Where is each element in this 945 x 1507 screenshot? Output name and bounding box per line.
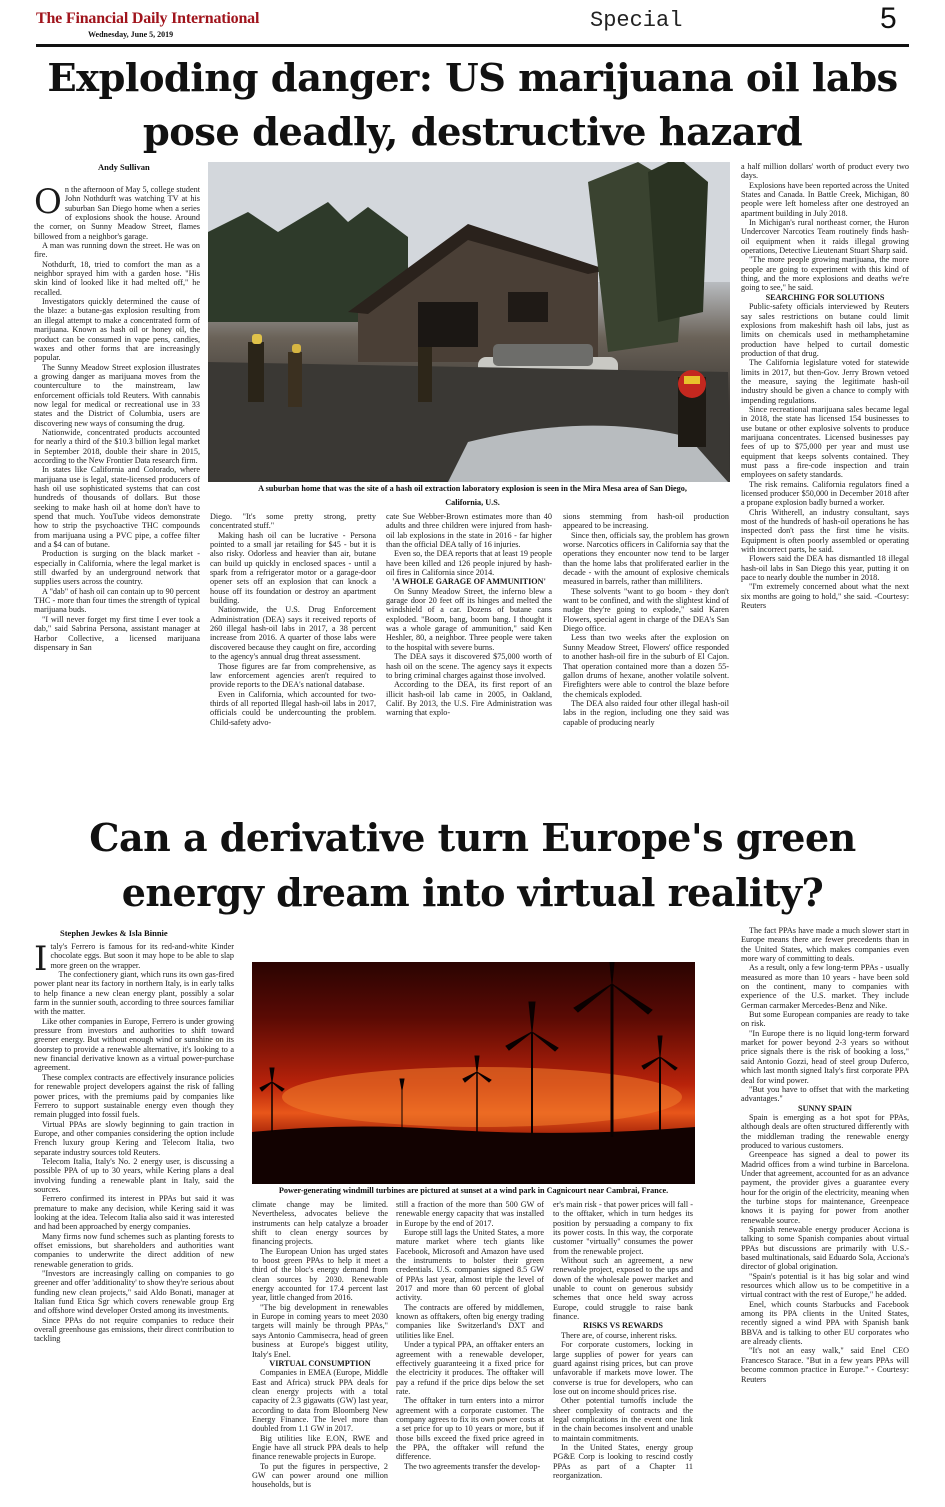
article1-column-4 (563, 512, 729, 810)
paragraph: "Spain's potential is it has big solar and wind resources which allow us to be competitive in a virtual contract with the rest of Europe," he added. (741, 1271, 909, 1300)
paragraph: "The more people growing marijuana, the more people are going to experiment with this kind of thing, and the more explosions and deaths we're going to see," he said. (741, 255, 909, 293)
paragraph: taly's Ferrero is famous for its red-and-white Kinder chocolate eggs. But soon it may hope to be able to slap more green on the wrapper. (50, 942, 234, 970)
paragraph: "The big development in renewables in Europe in coming years to meet 2030 targets will mainly be through PPAs," says Antonio Cammisecra, head of green business at Europe's biggest utility, Italy's Enel. (252, 1302, 388, 1359)
paragraph: Without such an agreement, a new renewable project, exposed to the ups and down of the wholesale power market and unable to count on generous subsidy schemes that once held sway across Europe, could struggle to raise bank finance. (553, 1256, 693, 1322)
paragraph: To put the figures in perspective, 2 GW can power around one million households, but is (252, 1461, 388, 1490)
article2-column-2 (252, 1200, 388, 1502)
paragraph: "Investors are increasingly calling on companies to go greener and offer 'additionality' to show they're serious about funding new clean projects," said Aldo Bonati, manager at Italian fund Etica Sgr which covers renewable group Erg and offshore wind developer Orsted among its investments. (34, 1269, 234, 1316)
paragraph: Ferrero confirmed its interest in PPAs but said it was premature to make any decision, while Kering said it was looking at the idea. Telecom Italia also said it was interested and had been approached by energy companies. (34, 1194, 234, 1232)
paragraph: n the afternoon of May 5, college student John Nothdurft was watching TV at his suburban San Diego home when a series of explosions shook the house. Around the corner, on Sunny Meadow Street, flames billowed from a neighbor's garage. (34, 185, 200, 241)
paragraph: Making hash oil can be lucrative - Persona pointed to a small jar retailing for $45 - but it is also risky. Odorless and heavier than air, butane can build up quickly in enclosed spaces - until a spark from a refrigerator motor or a garage-door opener sets off an explosion that can knock a house off its foundation or destroy an apartment building. (210, 530, 376, 606)
section-name: Special (590, 8, 683, 33)
subheading: 'A WHOLE GARAGE OF AMMUNITION' (392, 577, 546, 587)
paragraph: cate Sue Webber-Brown estimates more than 40 adults and three children were injured from hash-oil lab explosions in the state in 2016 - far higher than the official DEA tally of 16 injuries. (386, 512, 552, 550)
paragraph: The contracts are offered by middlemen, known as offtakers, often big energy trading companies like Switzerland's DXT and utilities like Enel. (396, 1302, 544, 1340)
paragraph: Companies in EMEA (Europe, Middle East and Africa) struck PPA deals for clean energy projects with a total capacity of 2.3 gigawatts (GW) last year, according to data from Bloomberg New Energy Finance. The level more than doubled from 1.1 GW in 2017. (252, 1368, 388, 1434)
paragraph: Virtual PPAs are slowly beginning to gain traction in Europe, and other companies considering the option include French luxury group Kering and Telecom Italia, two separate industry sources told Reuters. (34, 1119, 234, 1157)
paragraph: "In Europe there is no liquid long-term forward market for power beyond 2-3 years so without price signals there is the risk of booking a loss," said Antonio Gozzi, head of steel group Duferco, which last month signed Italy's first corporate PPA deal for wind power. (741, 1028, 909, 1085)
article2-column-4 (553, 1200, 693, 1502)
paragraph: Europe still lags the United States, a more mature market where tech giants like Facebook, Microsoft and Amazon have used the instruments to bolster their green credentials. U.S. companies signed 8.5 GW of PPAs last year, almost triple the level of 2017 and more than 60 percent of global activity. (396, 1228, 544, 1303)
paragraph: "I'm extremely concerned about what the next six months are going to hold," she said. -Courtesy: Reuters (741, 582, 909, 611)
article2-headline: Can a derivative turn Europe's green energy dream into virtual reality? (89, 815, 856, 915)
subheading: RISKS VS REWARDS (583, 1321, 663, 1331)
article2-column-3 (396, 1200, 544, 1502)
subheading: SUNNY SPAIN (798, 1103, 852, 1113)
paragraph: According to the DEA, its first report of an illicit hash-oil lab came in 2005, in Oakland, Calif. By 2013, the U.S. Fire Administration was warning that explo- (386, 680, 552, 718)
paragraph: Spanish renewable energy producer Acciona is talking to some Spanish companies about virtual PPAs but discussions are primarily with U.S.-based multinationals, said Eduardo Sola, Acciona's director of global origination. (741, 1225, 909, 1272)
paragraph: "It's not an easy walk," said Enel CEO Francesco Starace. "But in a few years PPAs will become common practice in Europe." - Courtesy: Reuters (741, 1346, 909, 1384)
article1-headline: Exploding danger: US marijuana oil labs pose deadly, destructive hazard (47, 56, 898, 155)
paragraph: er's main risk - that power prices will fall - to the offtaker, which in turn hedges its position by persuading a company to fix its power costs. In this way, the corporate customer "virtually" consumes the power from the renewable project. (553, 1200, 693, 1256)
paragraph: The offtaker in turn enters into a mirror agreement with a corporate customer. The company agrees to fix its own power costs at a set price for up to 10 years or more, but if those bills exceed the fixed price agreed in the PPA, the offtaker will refund the difference. (396, 1396, 544, 1462)
paragraph: Telecom Italia, Italy's No. 2 energy user, is discussing a possible PPA of up to 30 years, while Kering plans a deal involving funding a renewable plant in Italy, said the sources. (34, 1156, 234, 1194)
article2-column-5 (741, 926, 909, 1502)
drop-cap: O (34, 185, 62, 222)
article2-photo-wind-turbines (252, 962, 695, 1184)
article1-column-3 (386, 512, 552, 810)
paragraph: There are, of course, inherent risks. (561, 1330, 677, 1340)
paragraph: Nothdurft, 18, tried to comfort the man as a neighbor sprayed him with a garden hose. "His skin kind of looked like it had melted off," he recalled. (34, 259, 200, 297)
article1-photo-caption: A suburban home that was the site of a hash oil extraction laboratory explosion is seen in the Mira Mesa area of San Diego, California, U.S. (258, 484, 687, 507)
paragraph: still a fraction of the more than 500 GW of renewable energy capacity that was installed in Europe by the end of 2017. (396, 1200, 544, 1228)
article2-column-1 (34, 942, 234, 1502)
paragraph: The fact PPAs have made a much slower start in Europe means there are fewer precedents than in the United States, which makes companies even more wary of committing to deals. (741, 926, 909, 964)
paragraph: Diego. "It's some pretty strong, pretty concentrated stuff." (210, 512, 376, 531)
paragraph: But some European companies are ready to take on risk. (741, 1010, 909, 1029)
paragraph: a half million dollars' worth of product every two days. (741, 162, 909, 181)
paragraph: "I will never forget my first time I ever took a dab," said Sabrina Persona, assistant manager at Harbor Collective, a licensed marijuana dispensary in San (34, 614, 200, 652)
paragraph: Less than two weeks after the explosion on Sunny Meadow Street, Flowers' office responded to another hash-oil fire in the suburb of El Cajon. That operation contained more than a dozen 55-gallon drums of hexane, another volatile solvent. Firefighters were able to control the blaze before the chemicals exploded. (563, 633, 729, 699)
paragraph: The DEA says it discovered $75,000 worth of hash oil on the scene. The agency says it expects to bring criminal charges against those involved. (386, 652, 552, 680)
paragraph: Since then, officials say, the problem has grown worse. Narcotics officers in California say that the operations they encounter now tend to be larger than the home labs that proliferated earlier in the decade - with the amount of explosive chemicals measured in barrels, rather than milliliters. (563, 530, 729, 587)
paragraph: In the United States, energy group PG&E Corp is looking to rescind costly PPAs as part of a Chapter 11 reorganization. (553, 1442, 693, 1480)
paragraph: The California legislature voted for statewide limits in 2017, but then-Gov. Jerry Brown vetoed the measure, saying the legitimate hash-oil industry should be given a chance to comply with impending regulations. (741, 358, 909, 405)
paragraph: Spain is emerging as a hot spot for PPAs, although deals are often structured differently with the middleman trading the renewable energy produced to various customers. (741, 1112, 909, 1150)
paragraph: Like other companies in Europe, Ferrero is under growing pressure from investors and authorities to shift toward greener energy. But without enough wind or sunshine on its doorstep to provide a renewable alternative, it's looking to a new financial derivative known as a virtual power-purchase agreement. (34, 1016, 234, 1073)
article1-column-5 (741, 162, 909, 810)
paragraph: Under a typical PPA, an offtaker enters an agreement with a renewable developer, effectively guaranteeing it a fixed price for the electricity it produces. The offtaker will pay a refund if the price dips below the set rate. (396, 1340, 544, 1396)
paragraph: These complex contracts are effectively insurance policies for renewable project developers against the risk of falling power prices, with the premiums paid by companies like Ferrero to support sustainable energy even though they remain plugged into fossil fuels. (34, 1072, 234, 1120)
article1-column-1 (34, 185, 200, 810)
paragraph: The two agreements transfer the develop- (404, 1461, 541, 1471)
paragraph: Other potential turnoffs include the sheer complexity of contracts and the legal complications in the event one link in the chain becomes insolvent and unable to maintain commitments. (553, 1396, 693, 1443)
paragraph: Even so, the DEA reports that at least 19 people have been killed and 126 people injured by hash-oil fires in California since 2014. (386, 549, 552, 578)
house-fire-illustration (208, 162, 730, 482)
newspaper-name: The Financial Daily International (36, 10, 260, 27)
paragraph: Big utilities like E.ON, RWE and Engie have all struck PPA deals to help finance renewable projects in Europe. (252, 1433, 388, 1462)
paragraph: These solvents "want to go boom - they don't want to be confined, and with the slightest kind of nudge they're going to explode," said Karen Flowers, special agent in charge of the DEA's San Diego office. (563, 586, 729, 634)
article2-photo-caption: Power-generating windmill turbines are pictured at sunset at a wind park in Cagnicourt near Cambrai, France. (278, 1186, 669, 1195)
paragraph: The Sunny Meadow Street explosion illustrates a growing danger as marijuana moves from the counterculture to the mainstream, law enforcement officials told Reuters. With cannabis now legal for medical or recreational use in 33 states and the District of Columbia, users are discovering new ways of consuming the drug. (34, 362, 200, 428)
article1-byline: Andy Sullivan (98, 162, 150, 172)
paragraph: Production is surging on the black market - especially in California, where the legal market is still dwarfed by an underground network that supplies users across the country. (34, 549, 200, 587)
paragraph: Chris Witherell, an industry consultant, says most of the hundreds of hash-oil operations he has inspected don't pass the first time he visits. Equipment is often poorly assembled or operating with incorrect parts, he said. (741, 507, 909, 555)
article2-byline: Stephen Jewkes & Isla Binnie (60, 928, 168, 938)
paragraph: As a result, only a few long-term PPAs - usually measured as more than 10 years - have been sold on the continent, many to companies with experience of the U.S. market. They include German carmaker Mercedes-Benz and Nike. (741, 963, 909, 1010)
paragraph: The DEA also raided four other illegal hash-oil labs in the region, including one they said was capable of producing nearly (563, 698, 729, 727)
masthead-rule (36, 44, 909, 47)
paragraph: sions stemming from hash-oil production appeared to be increasing. (563, 512, 729, 531)
paragraph: Since PPAs do not require companies to reduce their overall greenhouse gas emissions, their direct contribution to tackling (34, 1315, 234, 1344)
paragraph: The risk remains. California regulators fined a licensed producer $50,000 in December 2018 after a propane explosion badly burned a worker. (741, 479, 909, 508)
paragraph: A man was running down the street. He was on fire. (34, 241, 200, 260)
paragraph: In Michigan's rural northeast corner, the Huron Undercover Narcotics Team routinely finds hash-oil equipment when it raids illegal growing operations, Detective Lieutenant Stuart Sharp said. (741, 218, 909, 256)
paragraph: On Sunny Meadow Street, the inferno blew a garage door 20 feet off its hinges and melted the windshield of a car. Dozens of butane cans exploded. "Boom, bang, boom bang. I thought it was a whole garage of ammunition," said Ken Heshler, 80, a neighbor. Three people were taken to the hospital with severe burns. (386, 586, 552, 652)
wind-turbines-illustration (252, 962, 695, 1184)
article1-column-2 (210, 512, 376, 810)
paragraph: Nationwide, concentrated products accounted for nearly a third of the $10.3 billion legal market in September 2018, double their share in 2015, according to the New Frontier Data research firm. (34, 427, 200, 465)
paragraph: Greenpeace has signed a deal to power its Madrid offices from a wind turbine in Barcelona. Under that agreement, accounted for as an advance payment, the provider gives a guarantee every hour for the origin of the electricity, meaning when the turbine stops for maintenance, Greenpeace knows it is paying for power from another renewable source. (741, 1150, 909, 1225)
paragraph: Flowers said the DEA has dismantled 18 illegal hash-oil labs in San Diego this year, putting it on pace to nearly double the number in 2018. (741, 554, 909, 583)
paragraph: The confectionery giant, which runs its own gas-fired power plant near its factory in northern Italy, is in early talks to help finance a new clean energy plant, possibly a solar farm in the sunnier south, according to three sources familiar with the matter. (34, 970, 234, 1017)
paragraph: Investigators quickly determined the cause of the blaze: a butane-gas explosion resulting from an illegal attempt to make a concentrated form of marijuana. Known as hash oil or honey oil, the product can be consumed in vape pens, candies, waxes and other forms that are increasingly popular. (34, 297, 200, 363)
paragraph: In states like California and Colorado, where marijuana use is legal, state-licensed producers of hash oil use sophisticated systems that can cost hundreds of thousands of dollars. But those seeking to make hash oil at home don't have to spend that much. YouTube videos demonstrate how to strip the psychoactive THC compounds from marijuana using a PVC pipe, a coffee filter and a $4 can of butane. (34, 465, 200, 550)
paragraph: Explosions have been reported across the United States and Canada. In Battle Creek, Michigan, 80 people were left homeless after one destroyed an apartment building in July 2018. (741, 180, 909, 218)
paragraph: Many firms now fund schemes such as planting forests to offset emissions, but shareholders and authorities want companies to underwrite the direct addition of new renewable generation to grids. (34, 1231, 234, 1269)
issue-date: Wednesday, June 5, 2019 (88, 30, 174, 39)
page-number: 5 (880, 2, 897, 35)
paragraph: The European Union has urged states to boost green PPAs to help it meet a third of the bloc's energy demand from clean sources by 2030. Renewable energy accounted for 17.4 percent last year, little changed from 2016. (252, 1246, 388, 1303)
paragraph: Enel, which counts Starbucks and Facebook among its PPA clients in the United States, recently signed a wind PPA with Spanish bank BBVA and is talking to other EU corporates who are already clients. (741, 1299, 909, 1347)
paragraph: A "dab" of hash oil can contain up to 90 percent THC - more than four times the strength of typical marijuana buds. (34, 586, 200, 615)
subheading: SEARCHING FOR SOLUTIONS (765, 292, 885, 302)
paragraph: Public-safety officials interviewed by Reuters say sales restrictions on butane could limit explosions from makeshift hash oil labs, just as limits on chemicals used in methamphetamine production have helped to curtail domestic production of that drug. (741, 302, 909, 358)
drop-cap: I (34, 942, 48, 979)
paragraph: climate change may be limited. Nevertheless, advocates believe the instruments can help catalyze a broader shift to clean energy sources by financing projects. (252, 1200, 388, 1247)
article1-photo-burned-house (208, 162, 730, 482)
paragraph: For corporate customers, locking in large supplies of power for years can guard against rising prices, but can prove unfavorable if markets move lower. The converse is true for developers, who can lose out on income should prices rise. (553, 1340, 693, 1396)
paragraph: "But you have to offset that with the marketing advantages." (741, 1084, 909, 1104)
paragraph: Even in California, which accounted for two-thirds of all reported Illegal hash-oil labs in 2017, officials could be undercounting the problem. Child-safety advo- (210, 689, 376, 727)
paragraph: Those figures are far from comprehensive, as law enforcement agencies aren't required to provide reports to the DEA's national database. (210, 661, 376, 690)
subheading: VIRTUAL CONSUMPTION (269, 1358, 371, 1368)
paragraph: Since recreational marijuana sales became legal in 2018, the state has licensed 154 businesses to use butane or other explosive solvents to produce marijuana concentrates. Licensed businesses pay fees of up to $75,000 per year and must use equipment that keeps solvents contained. They must pass a fire-code inspection and train employees on safety standards. (741, 404, 909, 480)
paragraph: Nationwide, the U.S. Drug Enforcement Administration (DEA) says it received reports of 260 illegal hash-oil labs in 2017, a 38 percent increase from 2016. A quarter of those labs were discovered because they caught on fire, according to the agency's annual drug threat assessment. (210, 605, 376, 662)
